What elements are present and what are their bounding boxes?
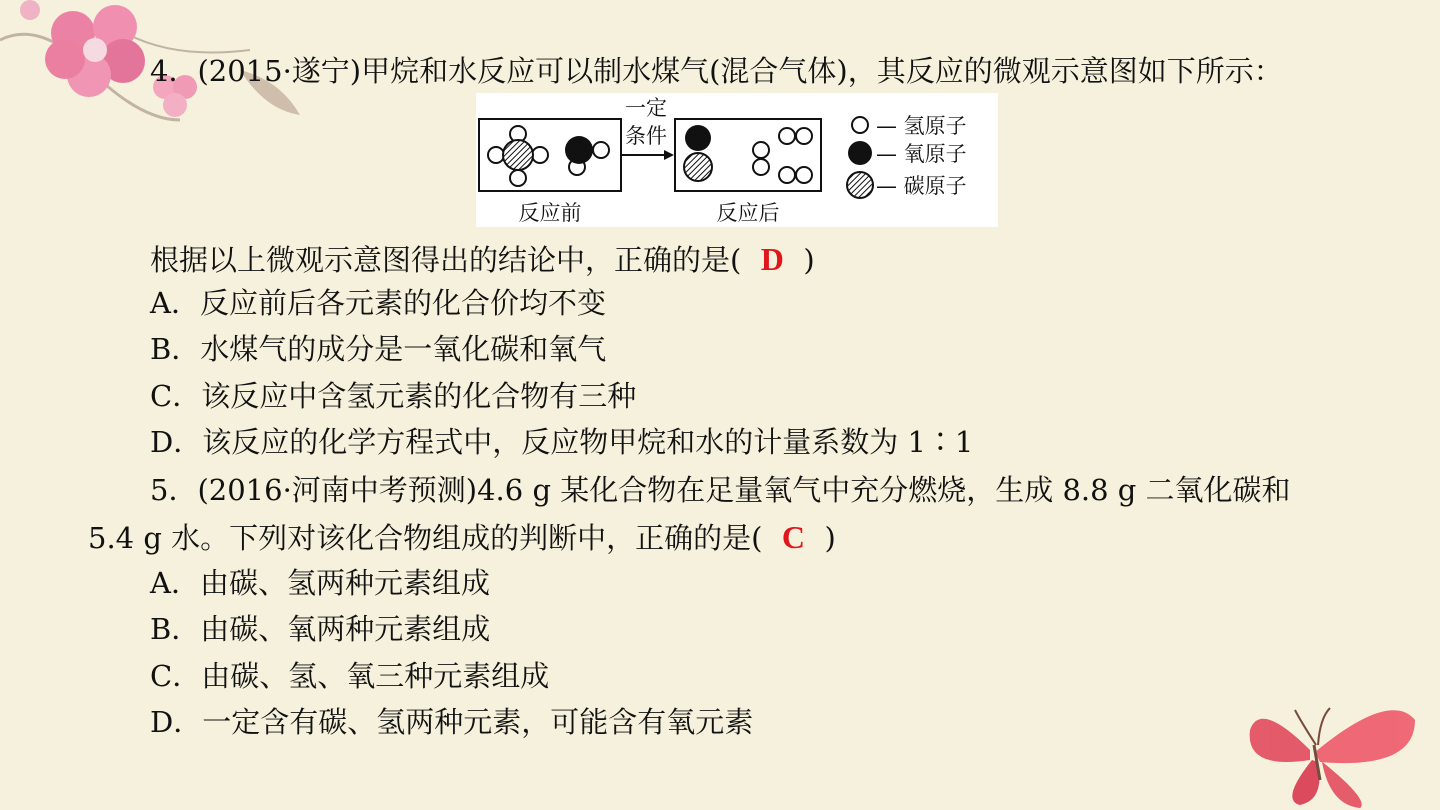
q4-question bbox=[150, 241, 815, 278]
q4-question-suffix: ) bbox=[803, 243, 815, 277]
q4-option-d: D．该反应的化学方程式中，反应物甲烷和水的计量系数为 1∶1 bbox=[150, 425, 974, 459]
legend bbox=[847, 114, 967, 198]
legend-oxygen: — 氧原子 bbox=[876, 142, 967, 166]
q4-option-a: A．反应前后各元素的化合价均不变 bbox=[150, 286, 606, 320]
after-label: 反应后 bbox=[716, 201, 780, 225]
q5-stem-prefix: 5.4 g 水。下列对该化合物组成的判断中，正确的是( bbox=[88, 521, 763, 555]
q5-stem-line1: 5．(2016·河南中考预测)4.6 g 某化合物在足量氧气中充分燃烧，生成 8.8 g 二氧化碳和 bbox=[150, 473, 1291, 507]
reaction-micro-diagram bbox=[476, 93, 998, 227]
arrow-condition-top: 一定 bbox=[625, 96, 667, 120]
legend-hydrogen: — 氢原子 bbox=[876, 114, 967, 138]
q5-option-a: A．由碳、氢两种元素组成 bbox=[150, 566, 490, 600]
q5-stem-suffix: ) bbox=[824, 521, 836, 555]
q5-option-c: C．由碳、氢、氧三种元素组成 bbox=[150, 659, 550, 693]
q4-option-b: B．水煤气的成分是一氧化碳和氧气 bbox=[150, 332, 607, 366]
q4-stem: 4．(2015·遂宁)甲烷和水反应可以制水煤气(混合气体)，其反应的微观示意图如下所示： bbox=[150, 54, 1283, 88]
q5-option-b: B．由碳、氧两种元素组成 bbox=[150, 612, 491, 646]
butterfly-decoration bbox=[1240, 690, 1440, 810]
arrow-condition-bottom: 条件 bbox=[625, 124, 667, 148]
legend-carbon: — 碳原子 bbox=[876, 174, 967, 198]
q4-option-c: C．该反应中含氢元素的化合物有三种 bbox=[150, 379, 637, 413]
before-label: 反应前 bbox=[518, 201, 582, 225]
q5-stem-line2 bbox=[88, 519, 836, 556]
q5-answer: C bbox=[781, 519, 805, 555]
q4-answer: D bbox=[760, 241, 784, 277]
q4-question-prefix: 根据以上微观示意图得出的结论中，正确的是( bbox=[150, 243, 742, 277]
q5-option-d: D．一定含有碳、氢两种元素，可能含有氧元素 bbox=[150, 705, 754, 739]
